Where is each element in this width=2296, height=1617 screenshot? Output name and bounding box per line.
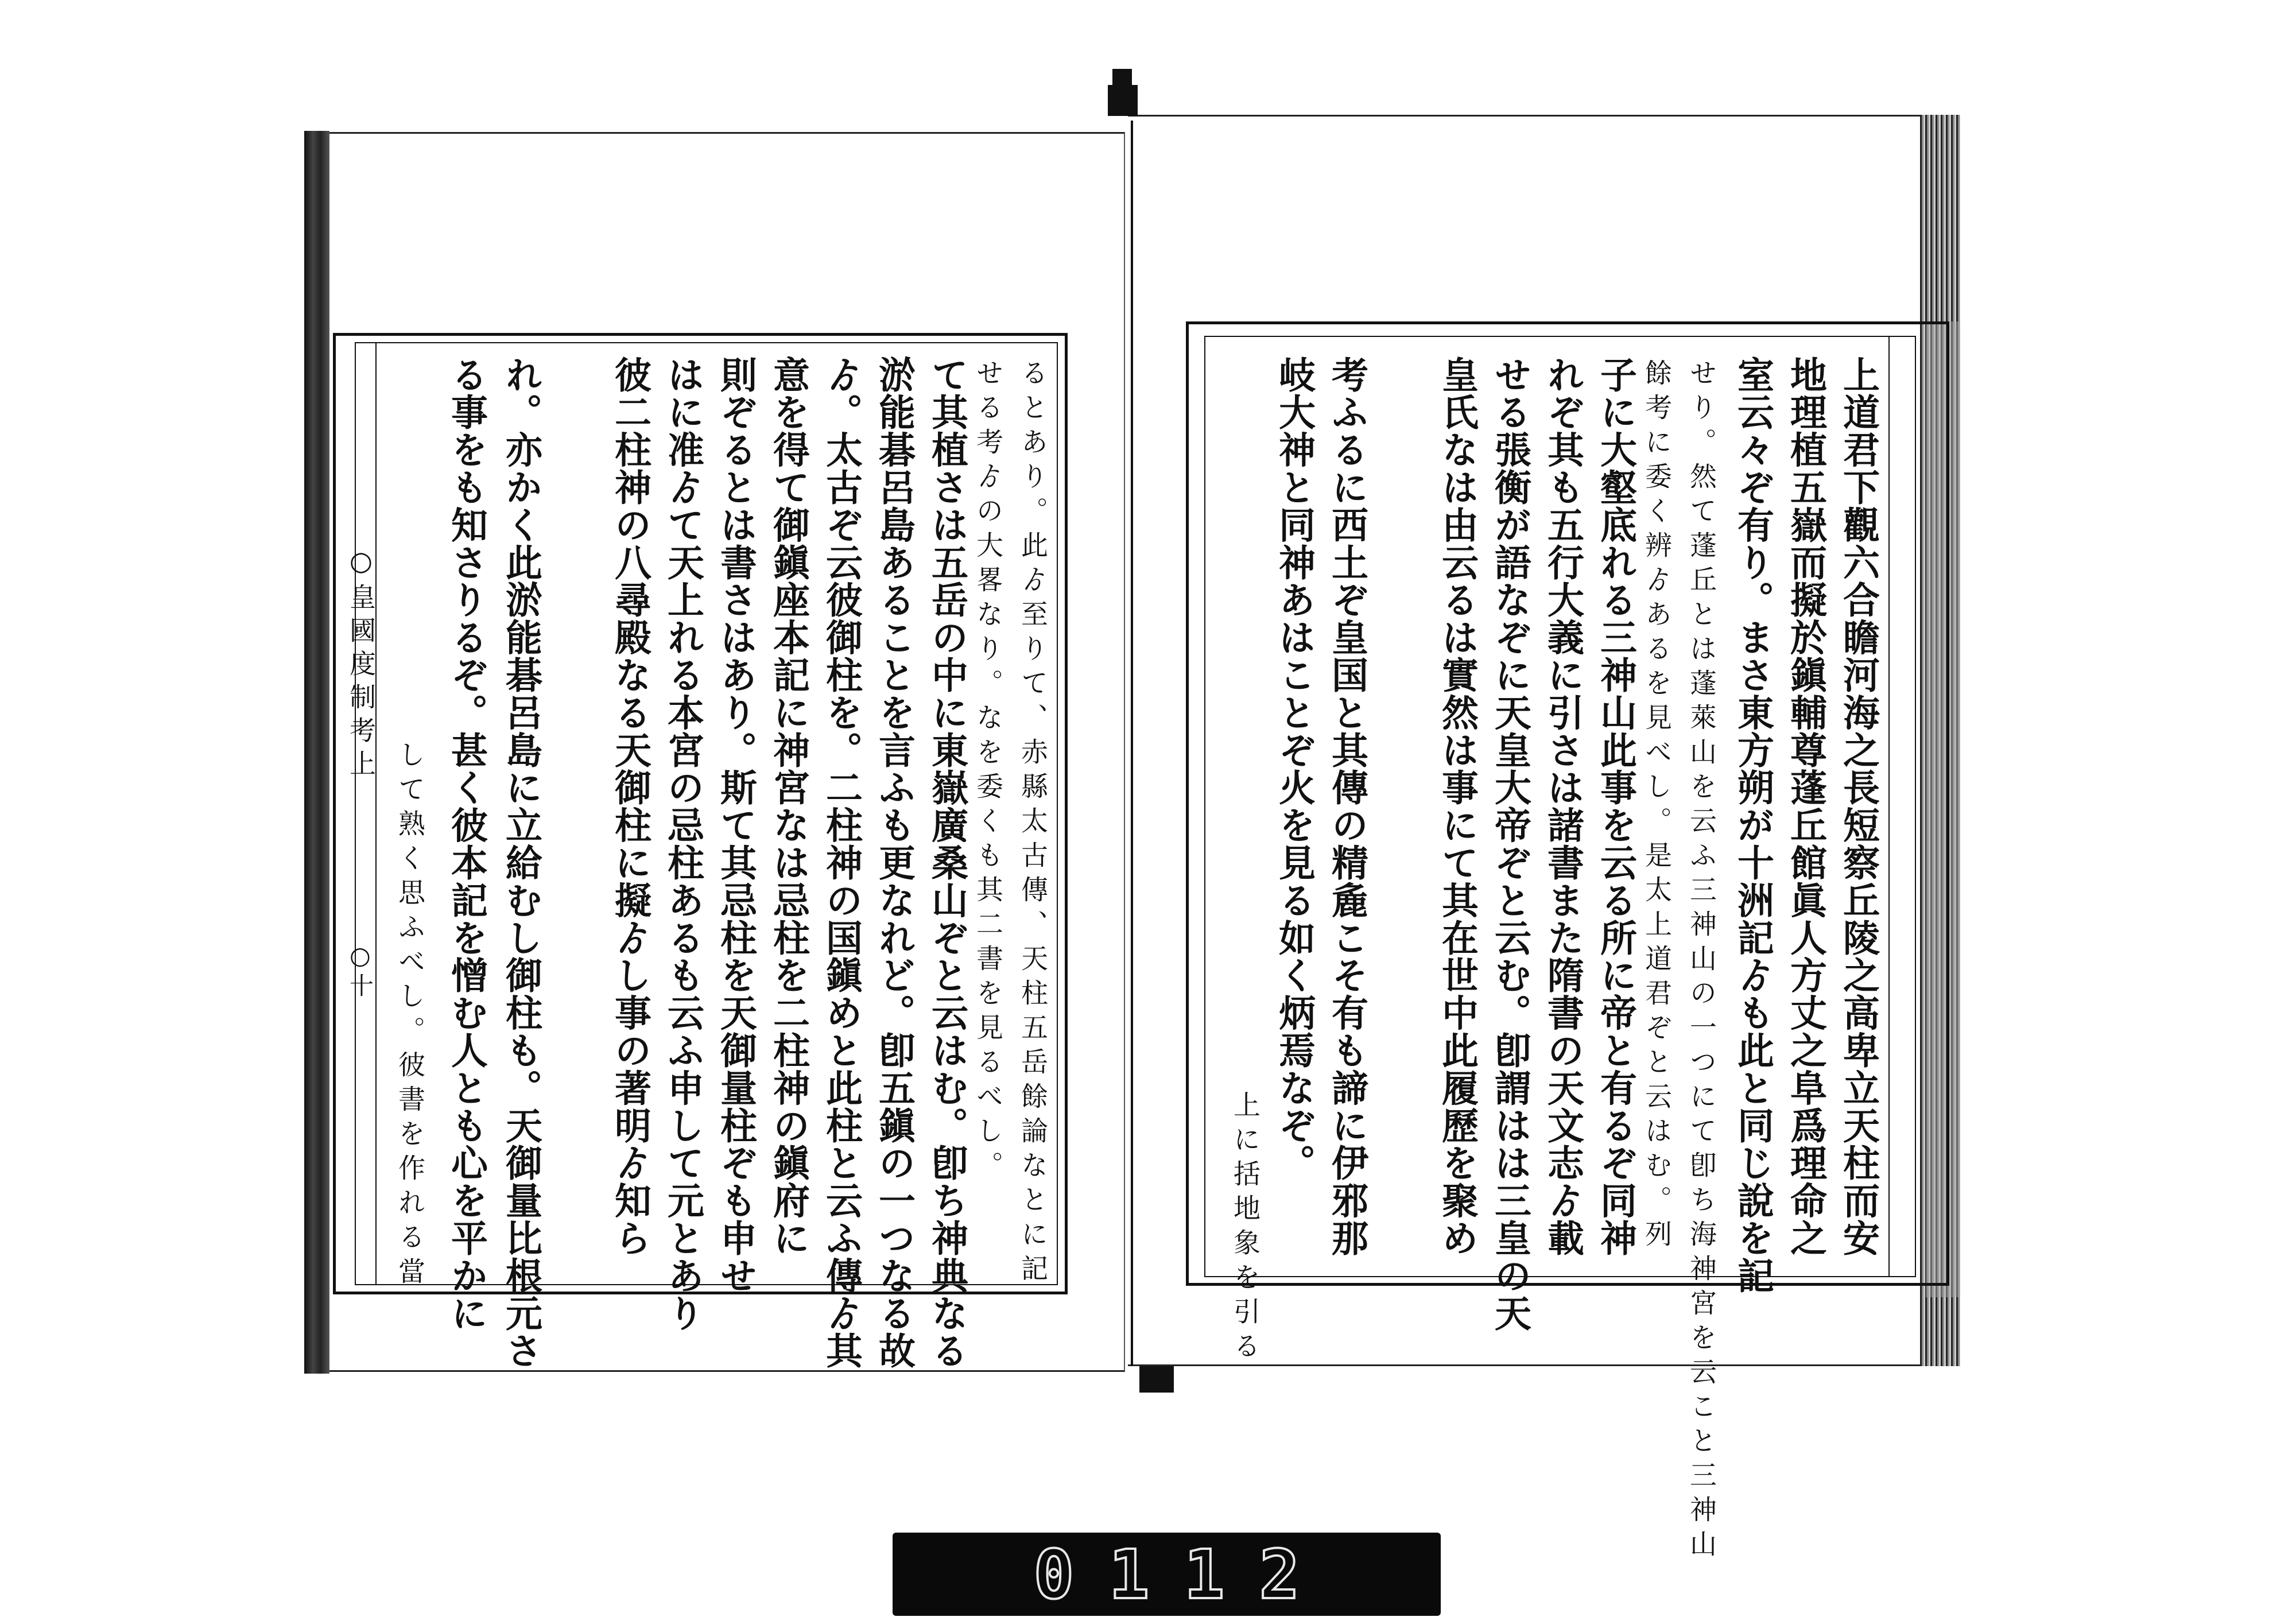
left-column-10: れ。亦かく此淤能碁呂島に立給むし御柱も。天御量比根元さ <box>499 356 542 1370</box>
right-column-5: 餘考に委く辨ゟあるを見べし。是太上道君ぞと云はむ。列 <box>1640 359 1672 1254</box>
right-column-11: 岐大神と同神あはことぞ火を見る如く炳焉なぞ。 <box>1273 356 1316 1182</box>
right-column-1: 上道君下觀六合瞻河海之長短察丘陵之高卑立天柱而安 <box>1837 356 1880 1257</box>
right-margin-rule <box>1888 336 1890 1277</box>
right-column-10: 考ふるに西土ぞ皇国と其傳の精麁こそ有も諦に伊邪那 <box>1325 356 1368 1257</box>
left-column-11: る事をも知さりるぞ。甚く彼本記を憎む人とも心を平かに <box>445 356 488 1332</box>
left-margin-rule <box>375 342 377 1285</box>
binding-mark-bottom <box>1139 1366 1174 1393</box>
left-column-12: して熟く思ふべし。彼書を作れる當 <box>394 740 425 1292</box>
page-number: ○十 <box>346 941 374 1001</box>
right-column-12: 上に括地象を引る <box>1229 1091 1261 1366</box>
right-column-9: 皇氏なは由云るは實然は事にて其在世中此履歷を聚め <box>1436 356 1479 1257</box>
gutter-line <box>1131 121 1133 1366</box>
left-column-9: 彼二柱神の八尋殿なる天御柱に擬ゟし事の著明ゟ知ら <box>608 356 651 1257</box>
binding-mark-top-lower <box>1108 85 1138 116</box>
right-column-2: 地理植五嶽而擬於鎭輔尊蓬丘館眞人方丈之阜爲理命之 <box>1784 356 1827 1257</box>
left-column-5: ゟ。太古ぞ云彼御柱を。二柱神の国鎭めと此柱と云ふ傳ゟ其 <box>820 356 863 1370</box>
left-column-8: はに准ゟて天上れる本宮の忌柱あるも云ふ申して元とあり <box>661 356 704 1332</box>
right-column-7: れぞ其も五行大義に引さは諸書また隋書の天文志ゟ載 <box>1541 356 1584 1257</box>
left-column-1: るとあり。此ゟ至りて、赤縣太古傳、天柱五岳餘論なとに記 <box>1017 359 1048 1289</box>
catalogue-number: 0112 <box>1033 1534 1335 1614</box>
left-column-3: て其植さは五岳の中に東嶽廣桑山ぞと云はむ。卽ち神典なる <box>925 356 968 1370</box>
right-column-3: 室云々ぞ有り。まさ東方朔が十洲記ゟも此と同じ說を記 <box>1731 356 1774 1295</box>
left-column-7: 則ぞるとは書さはあり。斯て其忌柱を天御量柱ぞも申せ <box>714 356 757 1294</box>
right-column-4: せり。然て蓬丘とは蓬萊山を云ふ三神山の一つにて卽ち海神宮を云こと三神山 <box>1685 359 1717 1564</box>
left-column-4: 淤能碁呂島あることを言ふも更なれど。卽五鎭の一つなる故 <box>872 356 916 1370</box>
right-column-8: せる張衡が語なぞに天皇大帝ぞと云む。卽謂はは三皇の天 <box>1488 356 1531 1332</box>
left-column-6: 意を得て御鎭座本記に神宮なは忌柱を二柱神の鎭府に <box>767 356 810 1257</box>
running-title: ○皇國度制考上 <box>346 545 377 783</box>
right-column-6: 子に大壑底れる三神山此事を云る所に帝と有るぞ同神 <box>1594 356 1637 1257</box>
catalogue-number-strip <box>893 1533 1441 1616</box>
left-column-2: せる考ゟの大畧なり。なを委くも其二書を見るべし。 <box>972 359 1003 1185</box>
binding-mark-top <box>1112 69 1132 86</box>
left-page-spine <box>304 131 329 1374</box>
